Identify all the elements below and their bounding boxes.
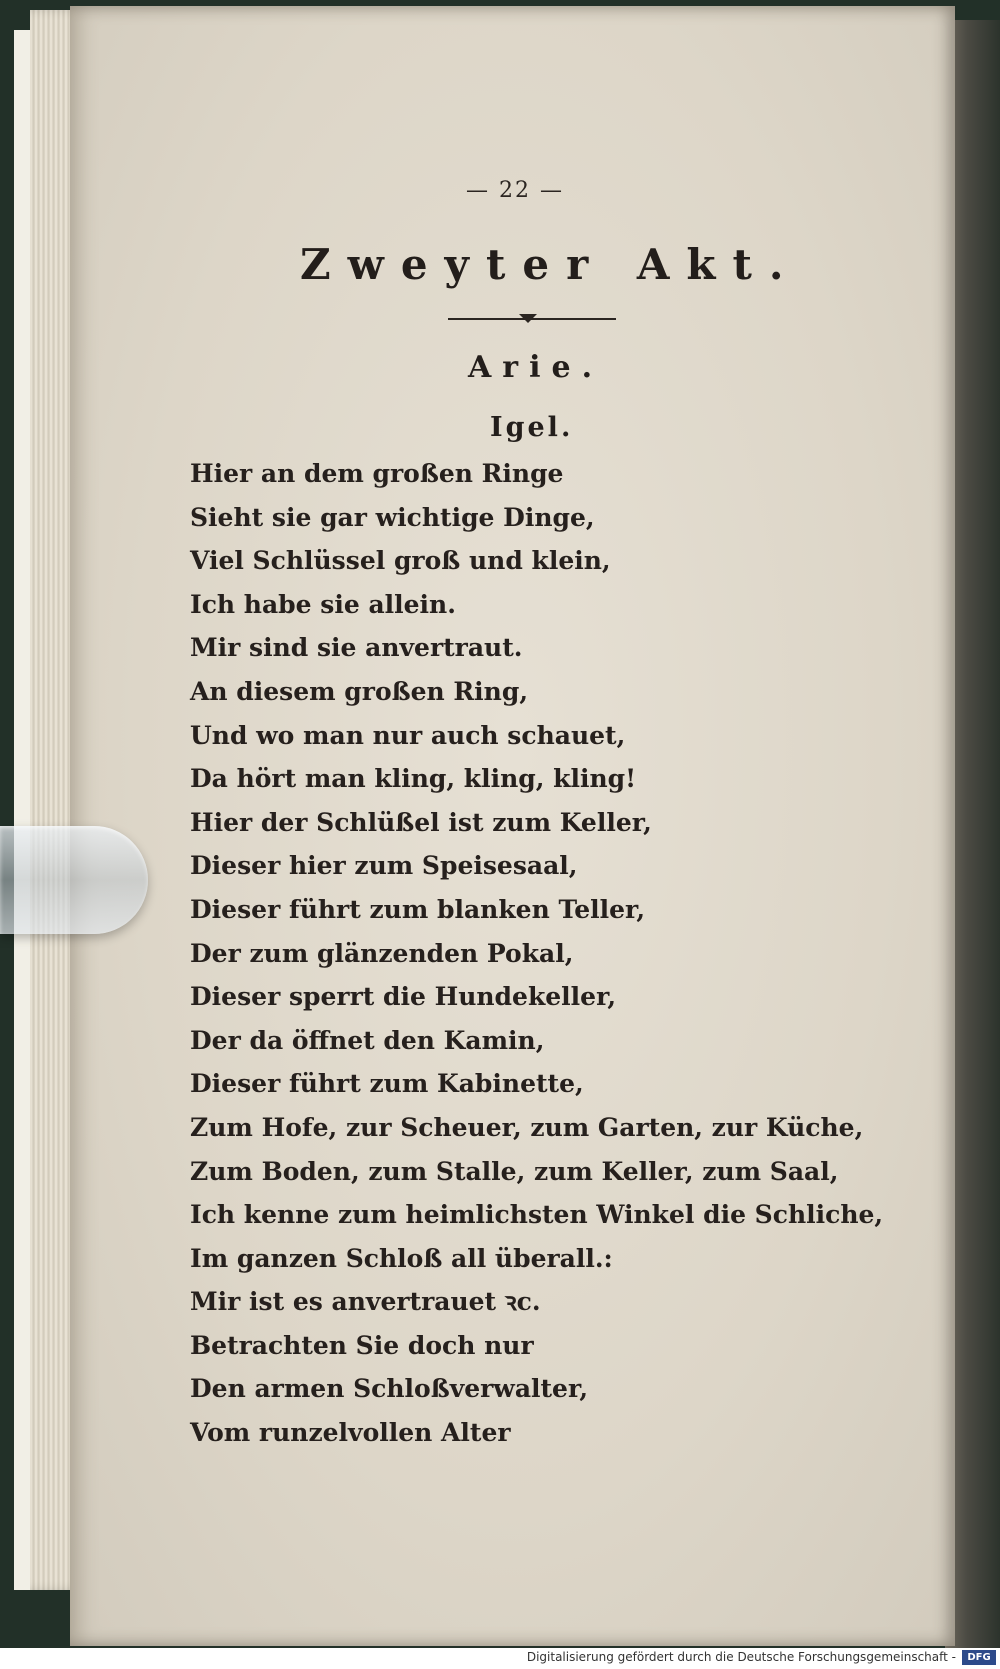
verse-line: An diesem großen Ring, xyxy=(190,676,529,706)
act-title: Zweyter Akt. xyxy=(300,240,801,289)
verse-line: Dieser führt zum blanken Teller, xyxy=(190,894,646,924)
verse-line: Mir sind sie anvertraut. xyxy=(190,633,523,663)
verse-line: Vom runzelvollen Alter xyxy=(190,1418,511,1448)
verse-line: Der zum glänzenden Pokal, xyxy=(190,938,574,968)
verse-line: Dieser hier zum Speisesaal, xyxy=(190,851,578,881)
verse-line: Viel Schlüssel groß und klein, xyxy=(190,546,611,576)
verse-text xyxy=(190,452,890,1455)
speaker-name: Igel. xyxy=(490,412,574,443)
page-holder-clip xyxy=(0,826,148,934)
dfg-logo-icon: DFG xyxy=(962,1650,996,1665)
aria-heading: Arie. xyxy=(468,350,604,385)
verse-line: Ich habe sie allein. xyxy=(190,589,456,619)
verse-line: Sieht sie gar wichtige Dinge, xyxy=(190,502,595,532)
verse-line: Zum Boden, zum Stalle, zum Keller, zum Saal, xyxy=(190,1156,839,1186)
verse-line: Ich kenne zum heimlichsten Winkel die Schliche, xyxy=(190,1200,884,1230)
footer-credit: Digitalisierung gefördert durch die Deutsche Forschungsgemeinschaft - xyxy=(526,1650,956,1664)
verse-line: Da hört man kling, kling, kling! xyxy=(190,764,637,794)
verse-line: Betrachten Sie doch nur xyxy=(190,1330,534,1360)
verse-line: Den armen Schloßverwalter, xyxy=(190,1374,589,1404)
divider-ornament xyxy=(519,314,537,323)
verse-line: Zum Hofe, zur Scheuer, zum Garten, zur Küche, xyxy=(190,1112,864,1142)
verse-line: Der da öffnet den Kamin, xyxy=(190,1025,545,1055)
verse-line: Mir ist es anvertrauet ꝛc. xyxy=(190,1287,541,1317)
verse-line: Dieser sperrt die Hundekeller, xyxy=(190,982,617,1012)
page-number: — 22 — xyxy=(466,178,564,203)
verse-line: Dieser führt zum Kabinette, xyxy=(190,1069,584,1099)
verse-line: Und wo man nur auch schauet, xyxy=(190,720,626,750)
verse-line: Hier an dem großen Ringe xyxy=(190,459,564,488)
verse-line: Hier der Schlüßel ist zum Keller, xyxy=(190,807,652,837)
verse-line: Im ganzen Schloß all überall.: xyxy=(190,1243,613,1273)
